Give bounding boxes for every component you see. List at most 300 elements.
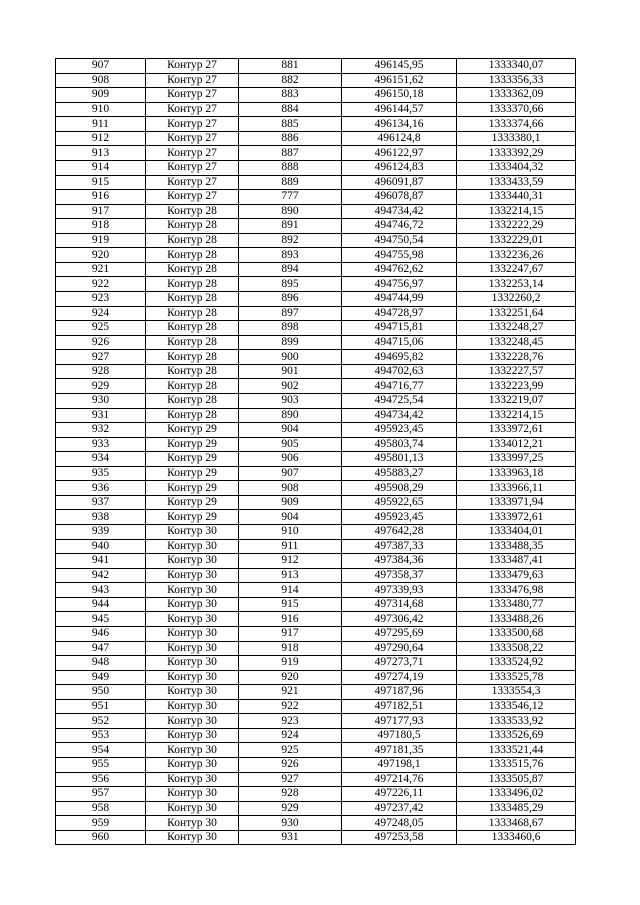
contour-name-cell: Контур 30 — [146, 670, 239, 685]
y-coordinate-cell: 1332227,57 — [457, 364, 576, 379]
table-row — [56, 350, 576, 365]
row-number-cell: 956 — [56, 772, 146, 787]
y-coordinate-cell: 1332228,76 — [457, 350, 576, 365]
x-coordinate-cell: 497642,28 — [342, 525, 457, 540]
contour-name-cell: Контур 30 — [146, 612, 239, 627]
x-coordinate-cell: 497273,71 — [342, 656, 457, 671]
row-number-cell: 928 — [56, 364, 146, 379]
y-coordinate-cell: 1333488,35 — [457, 539, 576, 554]
contour-name-cell: Контур 30 — [146, 525, 239, 540]
row-number-cell: 951 — [56, 699, 146, 714]
x-coordinate-cell: 494755,98 — [342, 248, 457, 263]
row-number-cell: 938 — [56, 510, 146, 525]
x-coordinate-cell: 497248,05 — [342, 816, 457, 831]
table-row — [56, 787, 576, 802]
table-row — [56, 554, 576, 569]
point-number-cell: 892 — [239, 233, 342, 248]
row-number-cell: 936 — [56, 481, 146, 496]
row-number-cell: 924 — [56, 306, 146, 321]
contour-name-cell: Контур 28 — [146, 219, 239, 234]
row-number-cell: 925 — [56, 321, 146, 336]
row-number-cell: 918 — [56, 219, 146, 234]
point-number-cell: 912 — [239, 554, 342, 569]
y-coordinate-cell: 1333524,92 — [457, 656, 576, 671]
x-coordinate-cell: 495883,27 — [342, 466, 457, 481]
table-row — [56, 830, 576, 845]
contour-name-cell: Контур 28 — [146, 393, 239, 408]
x-coordinate-cell: 494734,42 — [342, 204, 457, 219]
x-coordinate-cell: 496122,97 — [342, 146, 457, 161]
table-row — [56, 306, 576, 321]
contour-name-cell: Контур 30 — [146, 597, 239, 612]
contour-name-cell: Контур 30 — [146, 772, 239, 787]
x-coordinate-cell: 495801,13 — [342, 452, 457, 467]
point-number-cell: 901 — [239, 364, 342, 379]
contour-name-cell: Контур 29 — [146, 437, 239, 452]
x-coordinate-cell: 494715,81 — [342, 321, 457, 336]
table-row — [56, 204, 576, 219]
point-number-cell: 919 — [239, 656, 342, 671]
row-number-cell: 921 — [56, 262, 146, 277]
table-row — [56, 728, 576, 743]
table-row — [56, 146, 576, 161]
table-row — [56, 437, 576, 452]
y-coordinate-cell: 1333496,02 — [457, 787, 576, 802]
x-coordinate-cell: 494715,06 — [342, 335, 457, 350]
point-number-cell: 907 — [239, 466, 342, 481]
contour-name-cell: Контур 30 — [146, 743, 239, 758]
row-number-cell: 913 — [56, 146, 146, 161]
contour-name-cell: Контур 27 — [146, 146, 239, 161]
table-row — [56, 670, 576, 685]
y-coordinate-cell: 1333966,11 — [457, 481, 576, 496]
x-coordinate-cell: 497237,42 — [342, 801, 457, 816]
point-number-cell: 930 — [239, 816, 342, 831]
contour-name-cell: Контур 28 — [146, 248, 239, 263]
row-number-cell: 917 — [56, 204, 146, 219]
table-row — [56, 612, 576, 627]
contour-name-cell: Контур 28 — [146, 379, 239, 394]
table-row — [56, 466, 576, 481]
x-coordinate-cell: 494744,99 — [342, 292, 457, 307]
row-number-cell: 949 — [56, 670, 146, 685]
table-row — [56, 452, 576, 467]
y-coordinate-cell: 1332223,99 — [457, 379, 576, 394]
row-number-cell: 960 — [56, 830, 146, 845]
row-number-cell: 927 — [56, 350, 146, 365]
point-number-cell: 923 — [239, 714, 342, 729]
point-number-cell: 908 — [239, 481, 342, 496]
y-coordinate-cell: 1333971,94 — [457, 495, 576, 510]
x-coordinate-cell: 496145,95 — [342, 59, 457, 74]
x-coordinate-cell: 497387,33 — [342, 539, 457, 554]
contour-name-cell: Контур 30 — [146, 685, 239, 700]
point-number-cell: 928 — [239, 787, 342, 802]
x-coordinate-cell: 494734,42 — [342, 408, 457, 423]
point-number-cell: 913 — [239, 568, 342, 583]
x-coordinate-cell: 497290,64 — [342, 641, 457, 656]
point-number-cell: 885 — [239, 117, 342, 132]
y-coordinate-cell: 1333468,67 — [457, 816, 576, 831]
contour-name-cell: Контур 29 — [146, 466, 239, 481]
point-number-cell: 888 — [239, 160, 342, 175]
x-coordinate-cell: 495922,65 — [342, 495, 457, 510]
point-number-cell: 882 — [239, 73, 342, 88]
table-row — [56, 656, 576, 671]
table-row — [56, 160, 576, 175]
table-row — [56, 175, 576, 190]
contour-name-cell: Контур 30 — [146, 758, 239, 773]
point-number-cell: 883 — [239, 88, 342, 103]
contour-name-cell: Контур 28 — [146, 321, 239, 336]
table-row — [56, 758, 576, 773]
table-row — [56, 219, 576, 234]
row-number-cell: 907 — [56, 59, 146, 74]
y-coordinate-cell: 1333404,01 — [457, 525, 576, 540]
row-number-cell: 946 — [56, 626, 146, 641]
contour-name-cell: Контур 29 — [146, 452, 239, 467]
x-coordinate-cell: 496124,83 — [342, 160, 457, 175]
row-number-cell: 908 — [56, 73, 146, 88]
row-number-cell: 950 — [56, 685, 146, 700]
y-coordinate-cell: 1332214,15 — [457, 408, 576, 423]
contour-name-cell: Контур 30 — [146, 539, 239, 554]
x-coordinate-cell: 495803,74 — [342, 437, 457, 452]
contour-name-cell: Контур 27 — [146, 102, 239, 117]
row-number-cell: 943 — [56, 583, 146, 598]
contour-name-cell: Контур 30 — [146, 626, 239, 641]
table-row — [56, 568, 576, 583]
y-coordinate-cell: 1333440,31 — [457, 190, 576, 205]
point-number-cell: 881 — [239, 59, 342, 74]
x-coordinate-cell: 495908,29 — [342, 481, 457, 496]
x-coordinate-cell: 496150,18 — [342, 88, 457, 103]
y-coordinate-cell: 1333963,18 — [457, 466, 576, 481]
contour-name-cell: Контур 27 — [146, 59, 239, 74]
x-coordinate-cell: 496134,16 — [342, 117, 457, 132]
point-number-cell: 927 — [239, 772, 342, 787]
table-row — [56, 190, 576, 205]
table-row — [56, 88, 576, 103]
x-coordinate-cell: 494702,63 — [342, 364, 457, 379]
table-row — [56, 131, 576, 146]
row-number-cell: 919 — [56, 233, 146, 248]
table-row — [56, 685, 576, 700]
table-row — [56, 626, 576, 641]
row-number-cell: 911 — [56, 117, 146, 132]
table-row — [56, 277, 576, 292]
x-coordinate-cell: 494716,77 — [342, 379, 457, 394]
point-number-cell: 900 — [239, 350, 342, 365]
point-number-cell: 896 — [239, 292, 342, 307]
point-number-cell: 924 — [239, 728, 342, 743]
point-number-cell: 902 — [239, 379, 342, 394]
row-number-cell: 937 — [56, 495, 146, 510]
row-number-cell: 952 — [56, 714, 146, 729]
table-row — [56, 583, 576, 598]
y-coordinate-cell: 1333526,69 — [457, 728, 576, 743]
x-coordinate-cell: 497198,1 — [342, 758, 457, 773]
contour-name-cell: Контур 30 — [146, 728, 239, 743]
contour-name-cell: Контур 28 — [146, 364, 239, 379]
y-coordinate-cell: 1333500,68 — [457, 626, 576, 641]
x-coordinate-cell: 497181,35 — [342, 743, 457, 758]
row-number-cell: 957 — [56, 787, 146, 802]
x-coordinate-cell: 497177,93 — [342, 714, 457, 729]
point-number-cell: 914 — [239, 583, 342, 598]
y-coordinate-cell: 1333340,07 — [457, 59, 576, 74]
row-number-cell: 920 — [56, 248, 146, 263]
table-row — [56, 743, 576, 758]
point-number-cell: 894 — [239, 262, 342, 277]
point-number-cell: 889 — [239, 175, 342, 190]
y-coordinate-cell: 1333480,77 — [457, 597, 576, 612]
x-coordinate-cell: 497314,68 — [342, 597, 457, 612]
y-coordinate-cell: 1333485,29 — [457, 801, 576, 816]
table-row — [56, 233, 576, 248]
table-row — [56, 699, 576, 714]
contour-name-cell: Контур 27 — [146, 73, 239, 88]
y-coordinate-cell: 1332248,45 — [457, 335, 576, 350]
row-number-cell: 955 — [56, 758, 146, 773]
x-coordinate-cell: 497182,51 — [342, 699, 457, 714]
x-coordinate-cell: 496078,87 — [342, 190, 457, 205]
contour-name-cell: Контур 29 — [146, 495, 239, 510]
row-number-cell: 915 — [56, 175, 146, 190]
contour-name-cell: Контур 28 — [146, 204, 239, 219]
y-coordinate-cell: 1333488,26 — [457, 612, 576, 627]
y-coordinate-cell: 1333554,3 — [457, 685, 576, 700]
point-number-cell: 893 — [239, 248, 342, 263]
x-coordinate-cell: 497358,37 — [342, 568, 457, 583]
row-number-cell: 939 — [56, 525, 146, 540]
table-row — [56, 292, 576, 307]
point-number-cell: 922 — [239, 699, 342, 714]
point-number-cell: 891 — [239, 219, 342, 234]
row-number-cell: 923 — [56, 292, 146, 307]
y-coordinate-cell: 1334012,21 — [457, 437, 576, 452]
contour-name-cell: Контур 28 — [146, 408, 239, 423]
y-coordinate-cell: 1333487,41 — [457, 554, 576, 569]
x-coordinate-cell: 497253,58 — [342, 830, 457, 845]
row-number-cell: 954 — [56, 743, 146, 758]
coordinates-table-body — [56, 59, 576, 845]
contour-name-cell: Контур 30 — [146, 787, 239, 802]
table-row — [56, 102, 576, 117]
y-coordinate-cell: 1333525,78 — [457, 670, 576, 685]
table-row — [56, 73, 576, 88]
point-number-cell: 918 — [239, 641, 342, 656]
point-number-cell: 904 — [239, 423, 342, 438]
x-coordinate-cell: 494728,97 — [342, 306, 457, 321]
x-coordinate-cell: 496151,62 — [342, 73, 457, 88]
point-number-cell: 916 — [239, 612, 342, 627]
contour-name-cell: Контур 28 — [146, 292, 239, 307]
point-number-cell: 890 — [239, 408, 342, 423]
point-number-cell: 887 — [239, 146, 342, 161]
contour-name-cell: Контур 28 — [146, 350, 239, 365]
y-coordinate-cell: 1333972,61 — [457, 510, 576, 525]
point-number-cell: 910 — [239, 525, 342, 540]
point-number-cell: 915 — [239, 597, 342, 612]
contour-name-cell: Контур 28 — [146, 277, 239, 292]
point-number-cell: 903 — [239, 393, 342, 408]
y-coordinate-cell: 1332260,2 — [457, 292, 576, 307]
table-row — [56, 481, 576, 496]
row-number-cell: 916 — [56, 190, 146, 205]
contour-name-cell: Контур 27 — [146, 88, 239, 103]
table-row — [56, 321, 576, 336]
row-number-cell: 940 — [56, 539, 146, 554]
table-row — [56, 772, 576, 787]
contour-name-cell: Контур 27 — [146, 190, 239, 205]
point-number-cell: 925 — [239, 743, 342, 758]
row-number-cell: 941 — [56, 554, 146, 569]
x-coordinate-cell: 497226,11 — [342, 787, 457, 802]
table-row — [56, 816, 576, 831]
row-number-cell: 931 — [56, 408, 146, 423]
y-coordinate-cell: 1332251,64 — [457, 306, 576, 321]
table-row — [56, 495, 576, 510]
contour-name-cell: Контур 29 — [146, 423, 239, 438]
x-coordinate-cell: 496124,8 — [342, 131, 457, 146]
point-number-cell: 917 — [239, 626, 342, 641]
row-number-cell: 926 — [56, 335, 146, 350]
x-coordinate-cell: 494695,82 — [342, 350, 457, 365]
x-coordinate-cell: 497187,96 — [342, 685, 457, 700]
table-row — [56, 335, 576, 350]
point-number-cell: 905 — [239, 437, 342, 452]
y-coordinate-cell: 1333505,87 — [457, 772, 576, 787]
contour-name-cell: Контур 30 — [146, 554, 239, 569]
point-number-cell: 890 — [239, 204, 342, 219]
y-coordinate-cell: 1332222,29 — [457, 219, 576, 234]
y-coordinate-cell: 1332248,27 — [457, 321, 576, 336]
table-row — [56, 408, 576, 423]
contour-name-cell: Контур 27 — [146, 131, 239, 146]
point-number-cell: 884 — [239, 102, 342, 117]
y-coordinate-cell: 1332214,15 — [457, 204, 576, 219]
point-number-cell: 926 — [239, 758, 342, 773]
y-coordinate-cell: 1332219,07 — [457, 393, 576, 408]
contour-name-cell: Контур 30 — [146, 714, 239, 729]
y-coordinate-cell: 1333460,6 — [457, 830, 576, 845]
row-number-cell: 909 — [56, 88, 146, 103]
y-coordinate-cell: 1333370,66 — [457, 102, 576, 117]
y-coordinate-cell: 1333476,98 — [457, 583, 576, 598]
row-number-cell: 934 — [56, 452, 146, 467]
y-coordinate-cell: 1332236,26 — [457, 248, 576, 263]
point-number-cell: 909 — [239, 495, 342, 510]
row-number-cell: 942 — [56, 568, 146, 583]
row-number-cell: 930 — [56, 393, 146, 408]
table-row — [56, 510, 576, 525]
row-number-cell: 910 — [56, 102, 146, 117]
x-coordinate-cell: 497180,5 — [342, 728, 457, 743]
x-coordinate-cell: 497295,69 — [342, 626, 457, 641]
row-number-cell: 914 — [56, 160, 146, 175]
table-row — [56, 539, 576, 554]
y-coordinate-cell: 1333515,76 — [457, 758, 576, 773]
y-coordinate-cell: 1332253,14 — [457, 277, 576, 292]
row-number-cell: 958 — [56, 801, 146, 816]
x-coordinate-cell: 495923,45 — [342, 423, 457, 438]
point-number-cell: 895 — [239, 277, 342, 292]
table-row — [56, 801, 576, 816]
y-coordinate-cell: 1333392,29 — [457, 146, 576, 161]
point-number-cell: 929 — [239, 801, 342, 816]
y-coordinate-cell: 1333374,66 — [457, 117, 576, 132]
point-number-cell: 911 — [239, 539, 342, 554]
row-number-cell: 945 — [56, 612, 146, 627]
y-coordinate-cell: 1333997,25 — [457, 452, 576, 467]
point-number-cell: 921 — [239, 685, 342, 700]
contour-name-cell: Контур 27 — [146, 117, 239, 132]
table-row — [56, 423, 576, 438]
y-coordinate-cell: 1333479,63 — [457, 568, 576, 583]
contour-name-cell: Контур 30 — [146, 583, 239, 598]
row-number-cell: 932 — [56, 423, 146, 438]
contour-name-cell: Контур 28 — [146, 262, 239, 277]
table-row — [56, 59, 576, 74]
x-coordinate-cell: 494756,97 — [342, 277, 457, 292]
contour-name-cell: Контур 30 — [146, 568, 239, 583]
table-row — [56, 379, 576, 394]
contour-name-cell: Контур 29 — [146, 510, 239, 525]
contour-name-cell: Контур 29 — [146, 481, 239, 496]
point-number-cell: 906 — [239, 452, 342, 467]
y-coordinate-cell: 1333508,22 — [457, 641, 576, 656]
x-coordinate-cell: 494762,62 — [342, 262, 457, 277]
x-coordinate-cell: 497274,19 — [342, 670, 457, 685]
x-coordinate-cell: 494750,54 — [342, 233, 457, 248]
row-number-cell: 935 — [56, 466, 146, 481]
x-coordinate-cell: 497339,93 — [342, 583, 457, 598]
y-coordinate-cell: 1333433,59 — [457, 175, 576, 190]
y-coordinate-cell: 1333521,44 — [457, 743, 576, 758]
row-number-cell: 953 — [56, 728, 146, 743]
y-coordinate-cell: 1333380,1 — [457, 131, 576, 146]
x-coordinate-cell: 496091,87 — [342, 175, 457, 190]
contour-name-cell: Контур 30 — [146, 801, 239, 816]
point-number-cell: 920 — [239, 670, 342, 685]
point-number-cell: 777 — [239, 190, 342, 205]
table-row — [56, 641, 576, 656]
x-coordinate-cell: 496144,57 — [342, 102, 457, 117]
point-number-cell: 931 — [239, 830, 342, 845]
point-number-cell: 898 — [239, 321, 342, 336]
contour-name-cell: Контур 28 — [146, 335, 239, 350]
x-coordinate-cell: 497306,42 — [342, 612, 457, 627]
y-coordinate-cell: 1332247,67 — [457, 262, 576, 277]
x-coordinate-cell: 497384,36 — [342, 554, 457, 569]
row-number-cell: 948 — [56, 656, 146, 671]
y-coordinate-cell: 1333533,92 — [457, 714, 576, 729]
x-coordinate-cell: 497214,76 — [342, 772, 457, 787]
y-coordinate-cell: 1333356,33 — [457, 73, 576, 88]
table-row — [56, 117, 576, 132]
contour-name-cell: Контур 27 — [146, 175, 239, 190]
point-number-cell: 899 — [239, 335, 342, 350]
point-number-cell: 886 — [239, 131, 342, 146]
table-row — [56, 364, 576, 379]
contour-name-cell: Контур 30 — [146, 699, 239, 714]
contour-name-cell: Контур 28 — [146, 306, 239, 321]
row-number-cell: 912 — [56, 131, 146, 146]
row-number-cell: 944 — [56, 597, 146, 612]
y-coordinate-cell: 1333362,09 — [457, 88, 576, 103]
table-row — [56, 248, 576, 263]
